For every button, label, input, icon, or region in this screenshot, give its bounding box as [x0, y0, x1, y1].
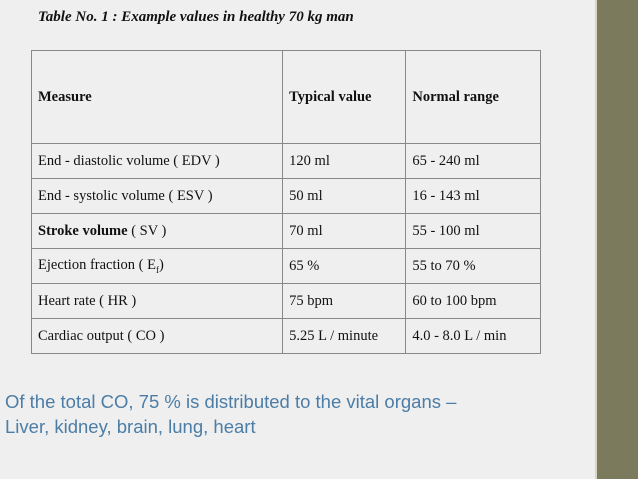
cell-measure [32, 249, 283, 284]
cell-measure-rest: ( SV ) [127, 222, 167, 239]
distribution-note [5, 389, 595, 439]
cell-typical: 120 ml [283, 144, 406, 179]
cell-measure-subscript: f [155, 264, 159, 275]
table-row [32, 214, 541, 249]
cell-range: 55 to 70 % [406, 249, 541, 284]
table-row [32, 179, 541, 214]
cell-measure-text: Ejection fraction ( E [38, 257, 156, 274]
cell-typical: 5.25 L / minute [283, 319, 406, 354]
cell-range: 60 to 100 bpm [406, 284, 541, 319]
cell-typical: 50 ml [283, 179, 406, 214]
sidebar-divider [595, 0, 597, 479]
cell-range: 55 - 100 ml [406, 214, 541, 249]
cell-measure-end: ) [158, 257, 164, 274]
cell-range: 65 - 240 ml [406, 144, 541, 179]
cell-range: 16 - 143 ml [406, 179, 541, 214]
cell-typical: 65 % [283, 249, 406, 284]
cell-measure [32, 214, 283, 249]
decorative-sidebar [595, 0, 638, 479]
cell-typical: 70 ml [283, 214, 406, 249]
header-measure: Measure [32, 51, 283, 144]
cell-range: 4.0 - 8.0 L / min [406, 319, 541, 354]
table-row [32, 144, 541, 179]
cell-measure: End - systolic volume ( ESV ) [32, 179, 283, 214]
cell-typical: 75 bpm [283, 284, 406, 319]
cell-measure-bold: Stroke volume [38, 222, 128, 239]
values-table [31, 50, 541, 354]
table-caption: Table No. 1 : Example values in healthy 70 kg man [38, 9, 354, 25]
table-row [32, 284, 541, 319]
table-row [32, 319, 541, 354]
header-typical-value: Typical value [283, 51, 406, 144]
table-header-row [32, 51, 541, 144]
note-line-2: Liver, kidney, brain, lung, heart [5, 416, 256, 437]
table-row [32, 249, 541, 284]
cell-measure: Cardiac output ( CO ) [32, 319, 283, 354]
cell-measure: End - diastolic volume ( EDV ) [32, 144, 283, 179]
header-normal-range: Normal range [406, 51, 541, 144]
cell-measure: Heart rate ( HR ) [32, 284, 283, 319]
note-line-1: Of the total CO, 75 % is distributed to the vital organs – [5, 391, 457, 412]
